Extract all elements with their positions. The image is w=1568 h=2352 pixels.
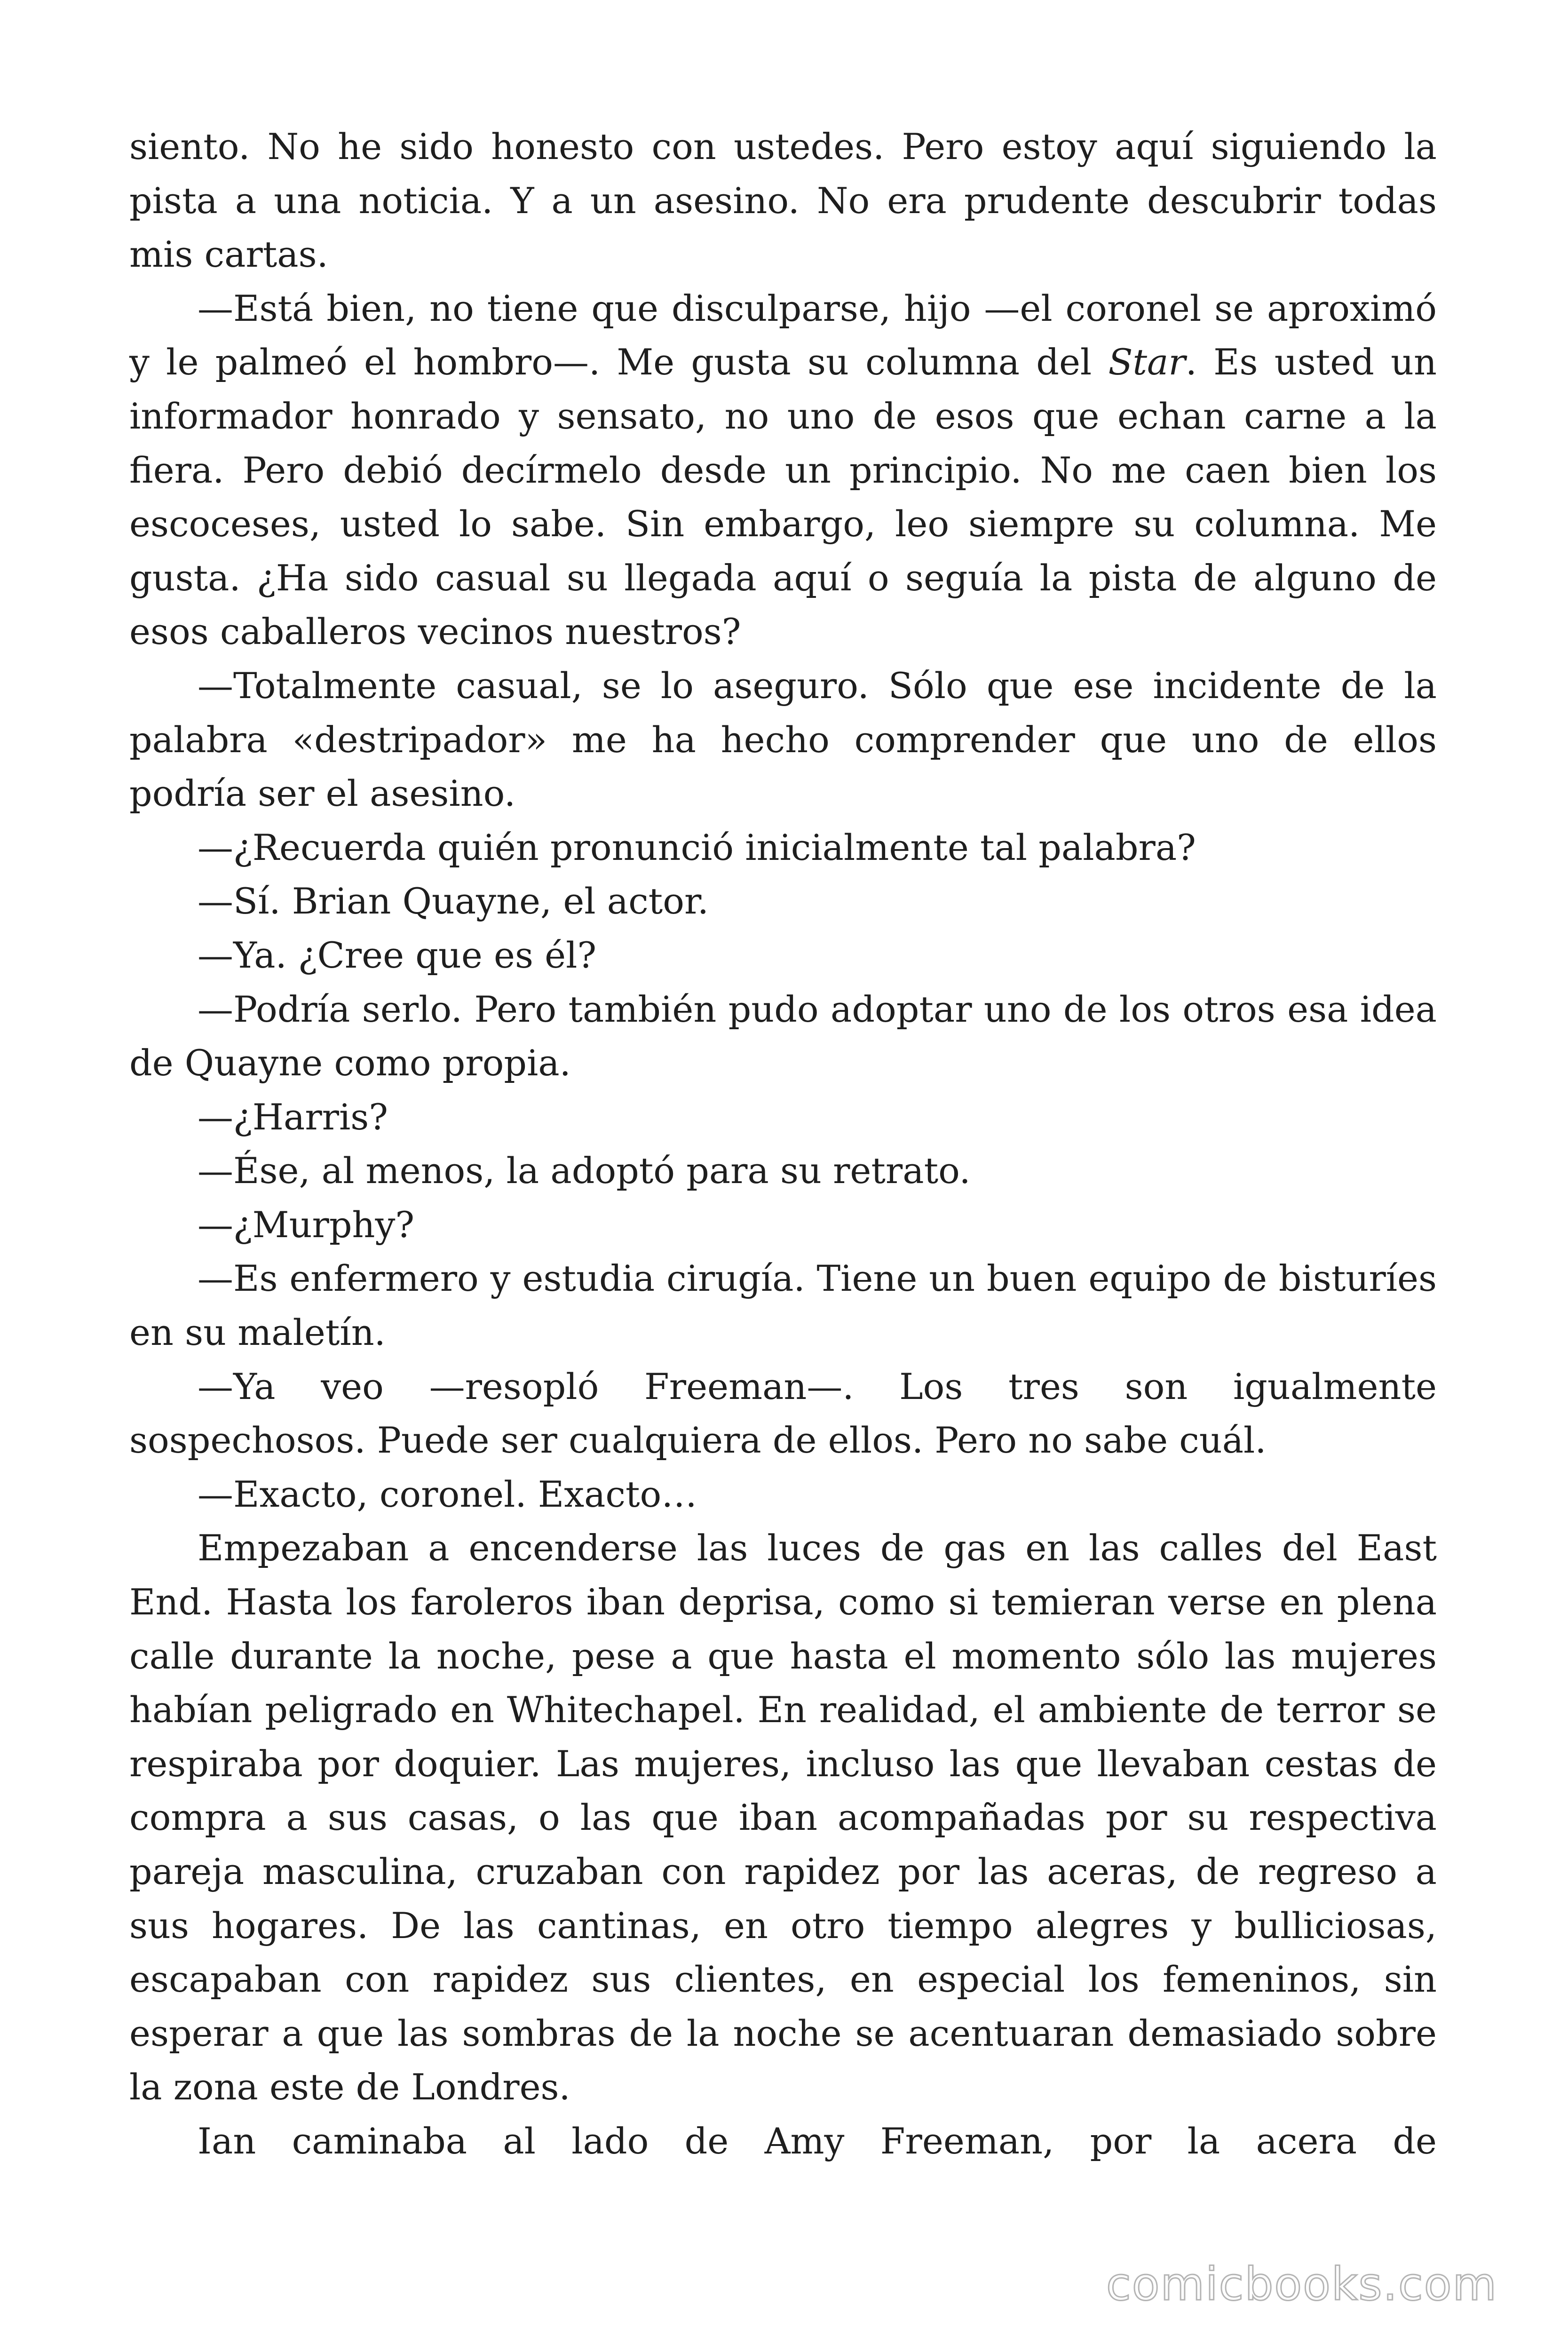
paragraph-2-text: —Está bien, no tiene que disculparse, hijo —el coronel se aproximó y le palmeó el hombro—. Me gusta su columna del (129, 287, 1437, 383)
paragraph-15: Ian caminaba al lado de Amy Freeman, por la acera de (198, 2120, 1437, 2162)
paragraph-14: Empezaban a encenderse las luces de gas en las calles del East End. Hasta los faroleros iban deprisa, como si temieran verse en plena calle durante la noche, pese a que hasta el momento sólo las mujeres habían peligrado en Whitechapel. En realidad, el ambiente de terror se respiraba por doquier. Las mujeres, incluso las que llevaban cestas de compra a sus casas, o las que iban acompañadas por su respectiva pareja masculina, cruzaban con rapidez por las aceras, de regreso a sus hogares. De las cantinas, en otro tiempo alegres y bulliciosas, escapaban con rapidez sus clientes, en especial los femeninos, sin esperar a que las sombras de la noche se acentuaran demasiado sobre la zona este de Londres. (129, 1527, 1437, 2108)
body-text (129, 120, 1437, 2169)
paragraph-5: —Sí. Brian Quayne, el actor. (198, 880, 709, 922)
paragraph-13: —Exacto, coronel. Exacto… (198, 1473, 697, 1515)
paragraph-4: —¿Recuerda quién pronunció inicialmente tal palabra? (198, 826, 1196, 868)
newspaper-title: Star (1108, 341, 1186, 383)
paragraph-10: —¿Murphy? (198, 1203, 415, 1246)
paragraph-8: —¿Harris? (198, 1096, 388, 1138)
paragraph-2-continuation: . Es usted un informador honrado y sensato, no uno de esos que echan carne a la fiera. Pero debió decírmelo desde un principio. No me caen bien los escoceses, usted lo sabe. Sin embargo, leo siempre su columna. Me gusta. ¿Ha sido casual su llegada aquí o seguía la pista de alguno de esos caballeros vecinos nuestros? (129, 341, 1437, 653)
paragraph-11: —Es enfermero y estudia cirugía. Tiene un buen equipo de bisturíes en su maletín. (129, 1257, 1437, 1354)
paragraph-12: —Ya veo —resopló Freeman—. Los tres son igualmente sospechosos. Puede ser cualquiera de ellos. Pero no sabe cuál. (129, 1365, 1437, 1462)
paragraph-3: —Totalmente casual, se lo aseguro. Sólo que ese incidente de la palabra «destripador» me ha hecho comprender que uno de ellos podría ser el asesino. (129, 664, 1437, 815)
watermark: comicbooks.com (1106, 2258, 1497, 2311)
paragraph-1: siento. No he sido honesto con ustedes. Pero estoy aquí siguiendo la pista a una noticia. Y a un asesino. No era prudente descubrir todas mis cartas. (129, 126, 1437, 276)
paragraph-7: —Podría serlo. Pero también pudo adoptar uno de los otros esa idea de Quayne como propia. (129, 988, 1437, 1084)
paragraph-9: —Ése, al menos, la adoptó para su retrato. (198, 1150, 971, 1192)
paragraph-2 (129, 282, 1437, 659)
paragraph-6: —Ya. ¿Cree que es él? (198, 934, 597, 976)
